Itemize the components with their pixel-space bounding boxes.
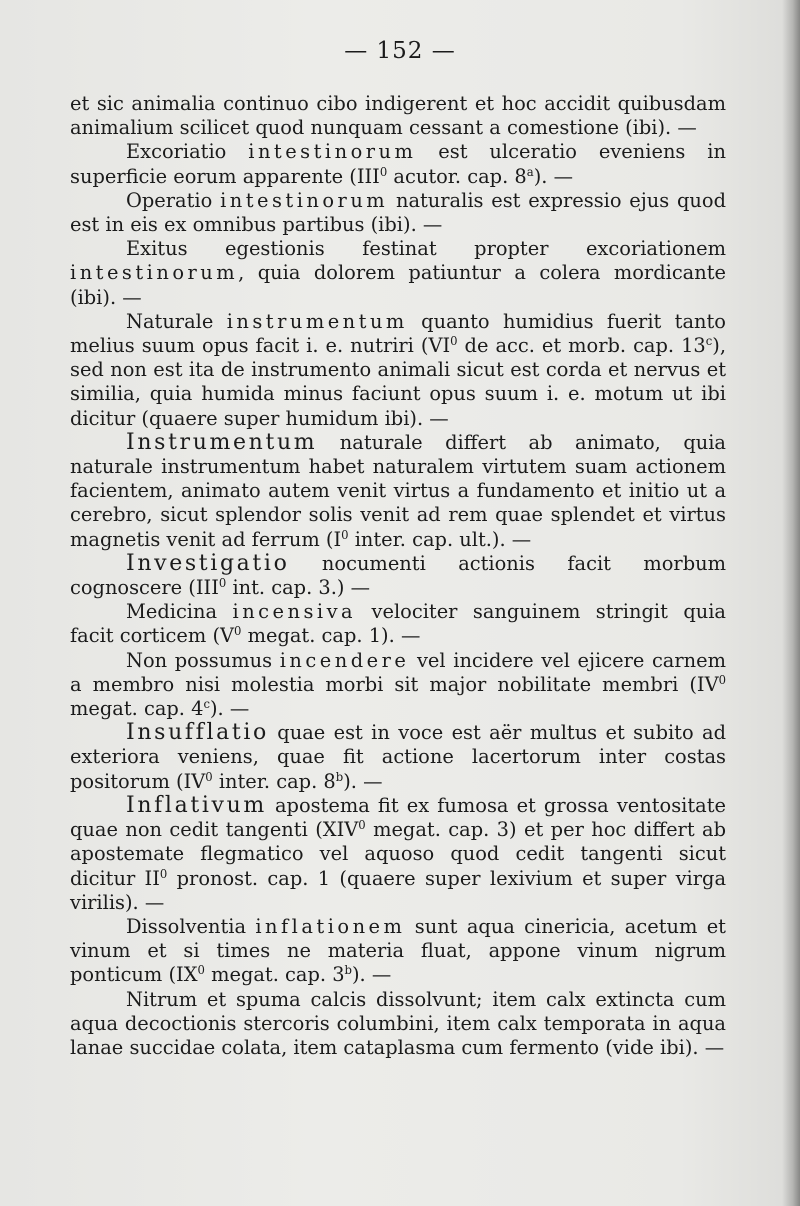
entry-text: , quia dolorem patiuntur a colera mordicante (ibi). — [70, 261, 726, 309]
entry-instrumentum [70, 431, 726, 552]
spaced-keyword: intestinorum [70, 261, 239, 285]
entry-text: vel incidere vel ejicere carnem a membro nisi molestia morbi sit major nobilitate membri (IV [70, 648, 726, 696]
entry-text: apostema fit ex fumosa et grossa ventositate quae non cedit tangenti (XIV [70, 793, 726, 842]
paragraph [70, 92, 726, 140]
entry-lead: Dissolventia [126, 914, 246, 938]
entry-text: pronost. cap. 1 (quaere super lexivium et super virga virilis). — [70, 866, 726, 914]
superscript: 0 [718, 672, 726, 687]
spaced-keyword: inflationem [255, 914, 406, 938]
entry-headword: Investigatio [126, 550, 290, 576]
superscript: 0 [159, 866, 168, 881]
entry-headword: Instrumentum [126, 429, 318, 455]
spaced-keyword: instrumentum [226, 309, 408, 333]
entry-lead: Naturale [126, 309, 214, 333]
superscript: 0 [379, 164, 388, 179]
superscript: 0 [218, 575, 227, 590]
entry-inflativum [70, 794, 726, 915]
entry-text: naturalis est expressio ejus quod est in eis ex omnibus partibus (ibi). — [70, 188, 726, 237]
entry-lead: Medicina [126, 600, 218, 624]
entry-text: sunt aqua cinericia, acetum et vinum et si times ne materia fluat, appone vinum nigrum ponticum (IX [70, 914, 726, 987]
entry-text: int. cap. 3.) — [232, 576, 371, 600]
entry-text: megat. cap. 4 [70, 697, 204, 721]
entry-excoriatio [70, 140, 726, 188]
entry-headword: Inflativum [126, 792, 267, 818]
entry-text: ). — [533, 164, 573, 188]
entry-text: naturale differt ab animato, quia naturale instrumentum habet naturalem virtutem suam actionem facientem, animato autem venit virtus a fundamento et initio ut a cerebro, sicut splendor solis venit ad rem quae splendet et virtus magnetis venit ad ferrum (I [70, 430, 726, 551]
entry-text: velociter sanguinem stringit quia facit corticem (V [70, 600, 726, 648]
page-edge-shadow [782, 0, 800, 1206]
superscript: 0 [234, 624, 242, 639]
entry-text: ). — [209, 697, 250, 721]
entry-text: ). — [351, 963, 392, 987]
paragraph-text: et sic animalia continuo cibo indigerent et hoc accidit quibusdam animalium scilicet quod nunquam cessant a comestione (ibi). — [70, 92, 726, 140]
spaced-keyword: intestinorum [220, 188, 389, 212]
superscript: c [203, 696, 210, 711]
superscript: 0 [358, 817, 366, 832]
entry-text: megat. cap. 3) et per hoc differt ab apostemate flegmatico vel aquoso quod cedit tangenti sicut dicitur II [70, 818, 726, 890]
entry-text: Nitrum et spuma calcis dissolvunt; item calx extincta cum aqua decoctionis stercoris columbini, item calx temporata in aqua lanae succidae colata, item cataplasma cum fermento (vide ibi). — [70, 987, 726, 1059]
superscript: b [344, 963, 352, 978]
entry-insufflatio [70, 721, 726, 794]
entry-exitus [70, 237, 726, 310]
superscript: b [335, 769, 344, 784]
entry-text: nocumenti actionis facit morbum cognoscere (III [70, 551, 726, 600]
entry-lead: Operatio [126, 188, 213, 212]
superscript: 0 [197, 963, 205, 978]
entry-text: acutor. cap. 8 [393, 164, 527, 188]
entry-dissolventia [70, 915, 726, 988]
entry-naturale [70, 310, 726, 431]
entry-text: quae est in voce est aër multus et subito ad exteriora veniens, quae fit actione lacertorum inter costas positorum (IV [70, 721, 726, 793]
entry-text: megat. cap. 3 [211, 963, 345, 987]
entry-text: de acc. et morb. cap. 13 [464, 334, 706, 358]
superscript: 0 [341, 527, 349, 542]
entry-medicina [70, 600, 726, 648]
page-number: — 152 — [344, 38, 456, 64]
superscript: a [526, 164, 534, 179]
entry-text: est ulceratio eveniens in superficie eorum apparente (III [70, 140, 726, 188]
entry-headword: Insufflatio [126, 720, 269, 746]
superscript: 0 [205, 769, 213, 784]
superscript: 0 [450, 333, 458, 348]
entry-investigatio [70, 552, 726, 600]
spaced-keyword: intestinorum [248, 140, 417, 164]
entry-text: quanto humidius fuerit tanto melius suum opus facit i. e. nutriri (VI [70, 309, 726, 358]
entry-text: ). — [343, 769, 383, 793]
entry-incendere [70, 649, 726, 722]
spaced-keyword: incendere [279, 648, 410, 672]
entry-lead: Non possumus [126, 648, 273, 672]
entry-text: megat. cap. 1). — [247, 624, 421, 648]
entry-text: ), sed non est ita de instrumento animali sicut est corda et nervus et similia, quia humida minus faciunt opus suum i. e. motum ut ibi dicitur (quaere super humidum ibi). — [70, 334, 726, 430]
superscript: c [705, 333, 713, 348]
entry-operatio [70, 189, 726, 237]
entry-lead: Excoriatio [126, 140, 227, 164]
page-body [70, 92, 726, 1060]
entry-lead: Exitus egestionis festinat propter excoriationem [126, 237, 726, 261]
entry-text: inter. cap. ult.). — [354, 527, 532, 551]
entry-text: inter. cap. 8 [218, 769, 336, 793]
spaced-keyword: incensiva [232, 600, 357, 624]
entry-nitrum [70, 988, 726, 1061]
